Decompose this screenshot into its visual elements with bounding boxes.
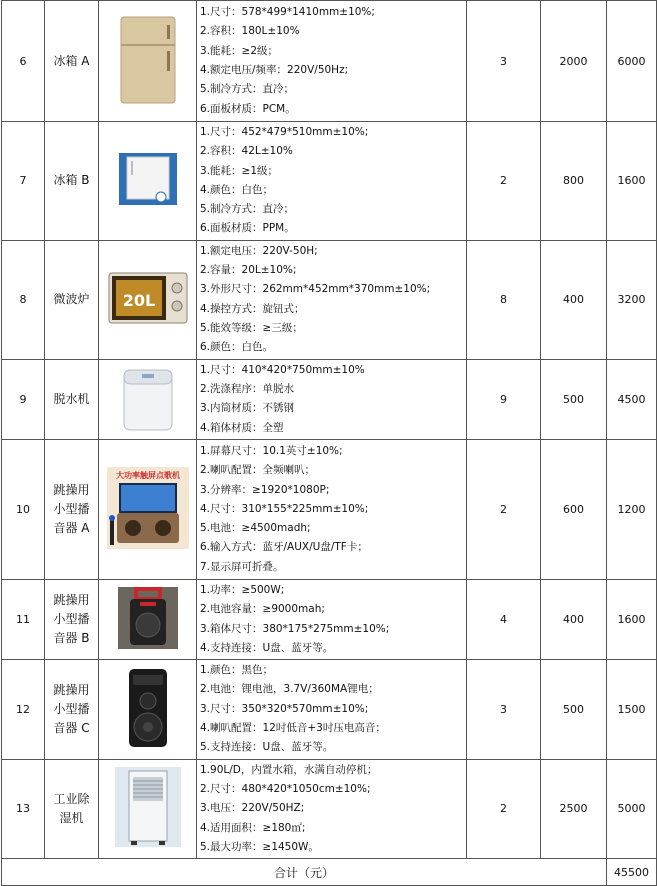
dehumidifier-image xyxy=(115,767,181,850)
table-row xyxy=(2,122,657,241)
spec-line: 6.面板材质：PCM。 xyxy=(200,102,296,115)
quantity: 2 xyxy=(467,122,541,241)
spec-line: 6.输入方式：蓝牙/AUX/U盘/TF卡； xyxy=(200,541,368,554)
spec-line: 5.制冷方式：直冷； xyxy=(200,203,295,216)
spec-line: 2.容积：42L±10% xyxy=(200,145,293,158)
table-row xyxy=(2,1,657,122)
spec-line: 2.电池容量：≥9000mah; xyxy=(200,603,325,616)
table-row xyxy=(2,439,657,579)
spec-line: 2.容量：20L±10%; xyxy=(200,264,297,277)
total-label: 合计（元） xyxy=(2,859,607,886)
microwave-capacity-label: 20L xyxy=(122,291,155,311)
spec-line: 3.外形尺寸：262mm*452mm*370mm±10%; xyxy=(200,283,431,296)
spec-line: 4.操控方式：旋钮式； xyxy=(200,302,305,315)
line-total: 6000 xyxy=(607,1,657,122)
unit-price: 400 xyxy=(541,579,607,659)
product-image-cell xyxy=(99,579,197,659)
item-name: 冰箱 B xyxy=(45,122,99,241)
quantity: 9 xyxy=(467,359,541,439)
row-number: 10 xyxy=(2,439,45,579)
spec-line: 4.箱体材质：全塑 xyxy=(200,421,284,434)
spec-line: 2.尺寸：480*420*1050cm±10%; xyxy=(200,782,371,795)
line-total: 1200 xyxy=(607,439,657,579)
line-total: 1600 xyxy=(607,122,657,241)
unit-price: 600 xyxy=(541,439,607,579)
spec-line: 1.尺寸：452*479*510mm±10%; xyxy=(200,126,369,138)
spec-list xyxy=(197,359,467,439)
row-number: 8 xyxy=(2,240,45,359)
item-name: 脱水机 xyxy=(45,359,99,439)
product-image-cell xyxy=(99,122,197,241)
spec-list xyxy=(197,240,467,359)
table-row xyxy=(2,579,657,659)
spec-line: 4.尺寸：310*155*225mm±10%; xyxy=(200,502,369,515)
table-row xyxy=(2,660,657,759)
product-image-cell xyxy=(99,359,197,439)
quantity: 2 xyxy=(467,439,541,579)
row-number: 9 xyxy=(2,359,45,439)
spec-list xyxy=(197,439,467,579)
quantity: 8 xyxy=(467,240,541,359)
trolley-speaker-image xyxy=(119,667,177,752)
row-number: 13 xyxy=(2,759,45,858)
item-name: 跳操用小型播音器 B xyxy=(45,579,99,659)
spec-line: 1.尺寸：410*420*750mm±10% xyxy=(200,363,365,376)
spec-line: 5.最大功率：≥1450W。 xyxy=(200,840,319,853)
item-name: 跳操用小型播音器 C xyxy=(45,660,99,759)
spec-line: 3.电压：220V/50HZ; xyxy=(200,802,305,815)
spec-line: 1.尺寸：578*499*1410mm±10%; xyxy=(200,6,375,19)
product-image-cell xyxy=(99,439,197,579)
unit-price: 400 xyxy=(541,240,607,359)
spec-line: 2.容积：180L±10% xyxy=(200,25,300,38)
spec-list xyxy=(197,1,467,122)
spec-line: 1.90L/D，内置水箱，水满自动停机； xyxy=(200,763,378,776)
quantity: 2 xyxy=(467,759,541,858)
line-total: 5000 xyxy=(607,759,657,858)
item-name: 微波炉 xyxy=(45,240,99,359)
spec-line: 5.能效等级：≥三级； xyxy=(200,322,303,335)
product-image-cell xyxy=(99,660,197,759)
row-number: 6 xyxy=(2,1,45,122)
spec-line: 4.支持连接：U盘、蓝牙等。 xyxy=(200,641,334,654)
spec-line: 2.电池：锂电池，3.7V/360MA锂电； xyxy=(200,683,379,696)
spec-line: 4.喇叭配置：12吋低音+3吋压电高音； xyxy=(200,722,386,735)
procurement-table xyxy=(1,0,657,886)
item-name: 跳操用小型播音器 A xyxy=(45,439,99,579)
spec-line: 4.颜色：白色； xyxy=(200,183,274,196)
quantity: 4 xyxy=(467,579,541,659)
spec-line: 1.额定电压：220V-50H; xyxy=(200,244,318,257)
spec-line: 1.功率：≥500W; xyxy=(200,583,285,596)
spec-line: 4.适用面积：≥180㎡; xyxy=(200,821,306,834)
spec-line: 3.能耗：≥2级； xyxy=(200,44,278,57)
unit-price: 2000 xyxy=(541,1,607,122)
unit-price: 500 xyxy=(541,359,607,439)
quantity: 3 xyxy=(467,1,541,122)
unit-price: 800 xyxy=(541,122,607,241)
spec-line: 3.内筒材质：不锈钢 xyxy=(200,402,295,415)
spec-line: 4.额定电压/频率：220V/50Hz; xyxy=(200,64,349,76)
spec-list xyxy=(197,660,467,759)
spec-line: 5.制冷方式：直冷； xyxy=(200,83,295,96)
table-row xyxy=(2,759,657,858)
speaker-promo-text: 大功率触屏点歌机 xyxy=(115,470,180,480)
line-total: 1600 xyxy=(607,579,657,659)
spec-list xyxy=(197,759,467,858)
spec-line: 3.尺寸：350*320*570mm±10%; xyxy=(200,702,369,715)
row-number: 12 xyxy=(2,660,45,759)
mini-fridge-image xyxy=(117,151,179,210)
row-number: 7 xyxy=(2,122,45,241)
grand-total: 45500 xyxy=(607,859,657,886)
spec-line: 2.洗涤程序：单脱水 xyxy=(200,383,295,396)
spec-line: 5.电池：≥4500madh; xyxy=(200,522,311,535)
spec-line: 1.颜色：黑色； xyxy=(200,664,274,677)
karaoke-speaker-image xyxy=(107,467,189,552)
line-total: 3200 xyxy=(607,240,657,359)
item-name: 工业除湿机 xyxy=(45,759,99,858)
refrigerator-image xyxy=(117,15,179,108)
product-image-cell xyxy=(99,240,197,359)
product-image-cell xyxy=(99,759,197,858)
table-row xyxy=(2,359,657,439)
spec-line: 3.箱体尺寸：380*175*275mm±10%; xyxy=(200,622,390,635)
spec-line: 5.支持连接：U盘、蓝牙等。 xyxy=(200,741,334,754)
unit-price: 500 xyxy=(541,660,607,759)
spec-line: 1.屏幕尺寸：10.1英寸±10%; xyxy=(200,444,343,457)
spec-line: 6.颜色：白色。 xyxy=(200,341,274,354)
spec-list xyxy=(197,579,467,659)
line-total: 1500 xyxy=(607,660,657,759)
portable-speaker-image xyxy=(118,587,178,652)
line-total: 4500 xyxy=(607,359,657,439)
spec-line: 7.显示屏可折叠。 xyxy=(200,560,284,573)
spec-list xyxy=(197,122,467,241)
spec-line: 3.能耗：≥1级； xyxy=(200,164,278,177)
spec-line: 6.面板材质：PPM。 xyxy=(200,222,295,235)
unit-price: 2500 xyxy=(541,759,607,858)
row-number: 11 xyxy=(2,579,45,659)
quantity: 3 xyxy=(467,660,541,759)
table-row xyxy=(2,240,657,359)
product-image-cell xyxy=(99,1,197,122)
spec-line: 2.喇叭配置：全频喇叭； xyxy=(200,464,316,477)
item-name: 冰箱 A xyxy=(45,1,99,122)
spec-line: 3.分辨率：≥1920*1080P; xyxy=(200,483,330,496)
total-row xyxy=(2,859,657,886)
microwave-image xyxy=(108,272,188,327)
spin-dryer-image xyxy=(116,364,180,435)
